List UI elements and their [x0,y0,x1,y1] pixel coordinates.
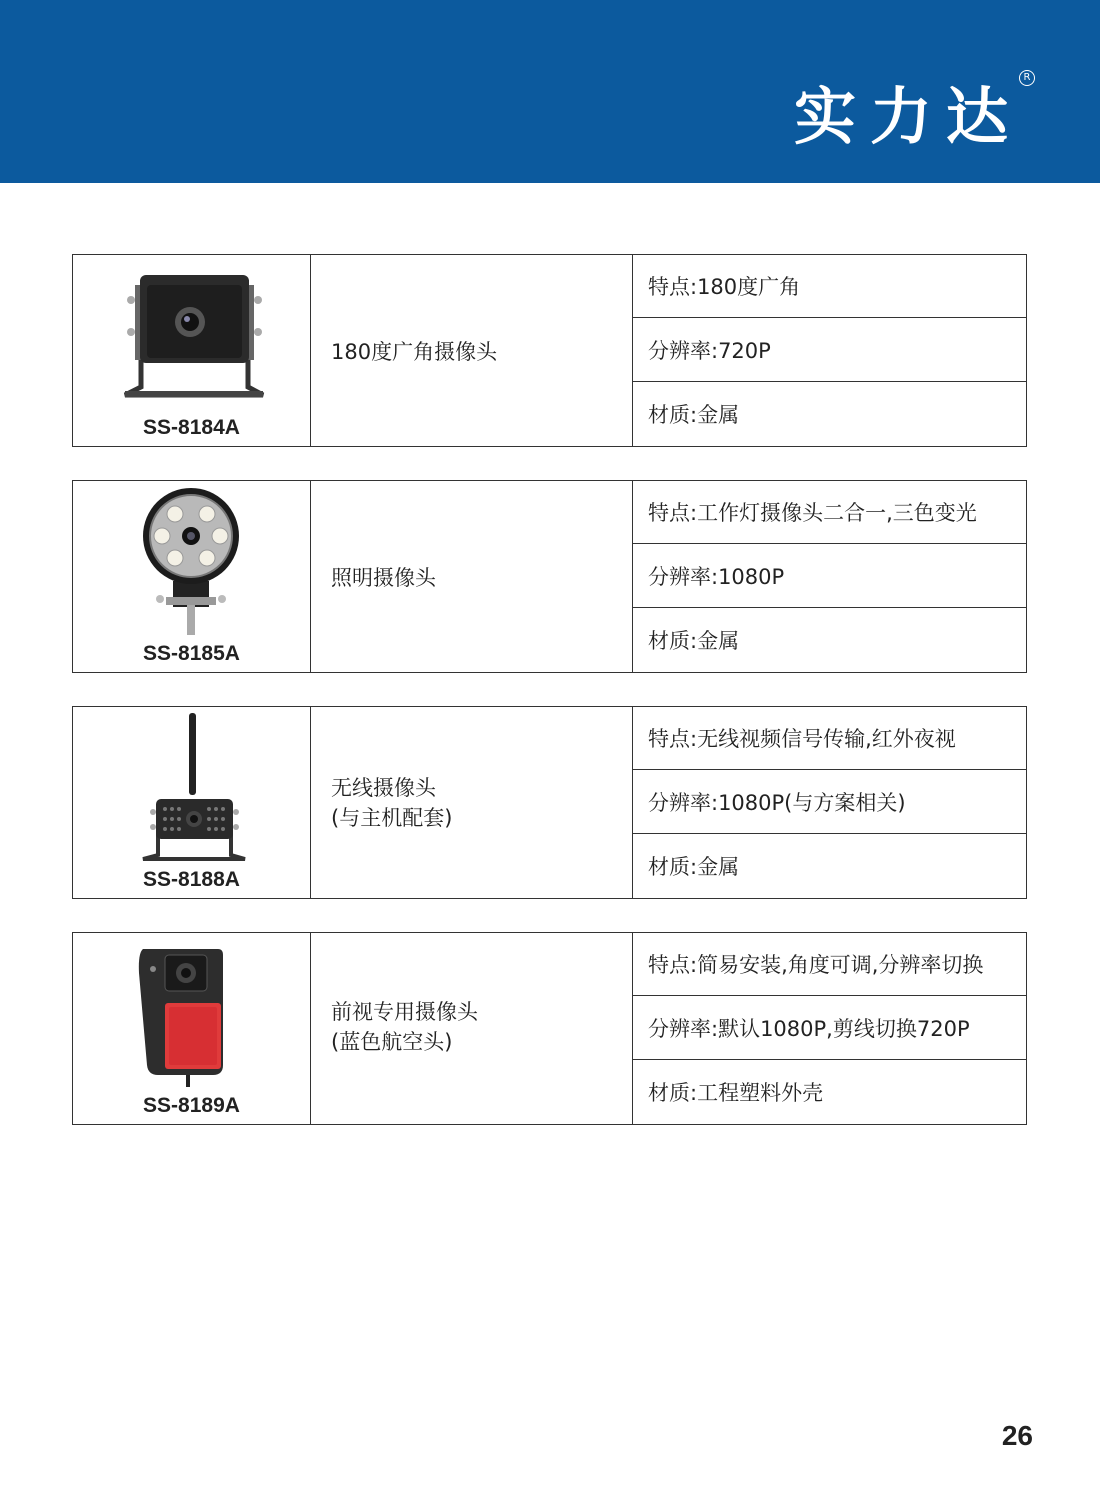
product-image-cell [73,707,311,898]
product-spec-cell [633,707,1026,898]
product-row [72,706,1027,899]
spec-feature: 特点:无线视频信号传输,红外夜视 [633,707,1026,770]
spec-material: 材质:金属 [648,629,740,653]
spec-resolution: 分辨率:1080P [633,545,1026,608]
brand-logo: 实力达 [793,80,1022,153]
product-row [72,932,1027,1125]
product-name-cell [311,933,633,1124]
product-model: SS-8185A [143,642,240,665]
spec-resolution: 分辨率:1080P(与方案相关) [633,771,1026,834]
spec-resolution: 分辨率:720P [633,319,1026,382]
spec-resolution: 分辨率:默认1080P,剪线切换720P [633,997,1026,1060]
spec-material: 材质:工程塑料外壳 [648,1081,824,1105]
product-name: 无线摄像头 (与主机配套) [331,776,453,830]
spec-feature: 特点:工作灯摄像头二合一,三色变光 [633,481,1026,544]
page-number: 26 [1001,1420,1033,1451]
product-name: 照明摄像头 [331,566,436,590]
product-model: SS-8184A [143,416,240,439]
header-banner [0,0,1100,183]
registered-mark: R [1019,70,1035,86]
spec-material: 材质:金属 [648,855,740,879]
product-image-cell [73,933,311,1124]
product-model: SS-8189A [143,1094,240,1117]
product-model: SS-8188A [143,868,240,891]
spec-material: 材质:金属 [648,403,740,427]
product-row [72,480,1027,673]
product-image-cell [73,481,311,672]
product-name-cell [311,481,633,672]
spec-feature: 特点:180度广角 [633,255,1026,318]
product-name-cell [311,707,633,898]
product-name: 180度广角摄像头 [331,340,498,364]
product-spec-cell [633,481,1026,672]
spec-feature: 特点:简易安装,角度可调,分辨率切换 [633,933,1026,996]
product-spec-cell [633,255,1026,446]
product-spec-cell [633,933,1026,1124]
product-name: 前视专用摄像头 (蓝色航空头) [331,1000,478,1054]
product-image-cell [73,255,311,446]
product-name-cell [311,255,633,446]
product-row [72,254,1027,447]
